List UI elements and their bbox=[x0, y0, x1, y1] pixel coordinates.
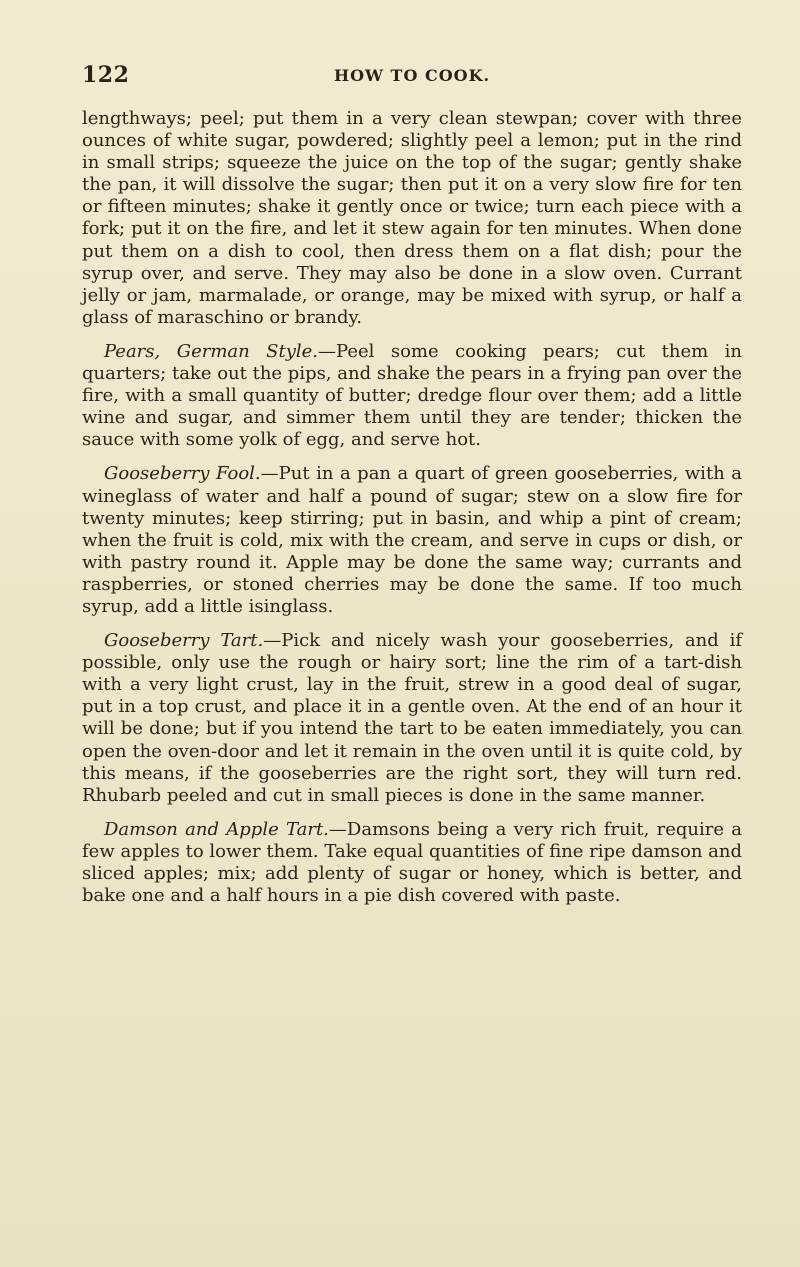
recipe-text: —Peel some cooking pears; cut them in quarters; take out the pips, and shake the pears in a frying pan over the fire, with a small quantity of butter; dredge flour over them; add a little wine and sugar, and simmer them until they are tender; thicken the sauce with some yolk of egg, and serve hot. bbox=[82, 340, 742, 451]
paragraph-continuation bbox=[82, 108, 742, 329]
recipe-title: Damson and Apple Tart. bbox=[104, 818, 329, 840]
recipe-text: —Pick and nicely wash your gooseberries, and if possible, only use the rough or hairy sort; line the rim of a tart-dish with a very light crust, lay in the fruit, strew in a good deal of sugar, put in a top crust, and place it in a gentle oven. At the end of an hour it will be done; but if you intend the tart to be eaten immediately, you can open the oven-door and let it remain in the oven until it is quite cold, by this means, if the gooseberries are the right sort, they will turn red. Rhubarb peeled and cut in small pieces is done in the same manner. bbox=[82, 630, 742, 806]
recipe-title: Gooseberry Fool. bbox=[104, 463, 261, 485]
book-title: HOW TO COOK. bbox=[333, 66, 491, 85]
recipe-gooseberry-fool bbox=[82, 463, 742, 618]
recipe-title: Gooseberry Tart. bbox=[104, 630, 264, 652]
page-number: 122 bbox=[82, 62, 130, 88]
recipe-damson-apple-tart bbox=[82, 819, 742, 907]
recipe-text: —Put in a pan a quart of green gooseberries, with a wineglass of water and half a pound of sugar; stew on a slow fire for twenty minutes; keep stirring; put in basin, and whip a pint of cream; when the fruit is cold, mix with the cream, and serve in cups or dish, or with pastry round it. Apple may be done the same way; currants and raspberries, or stoned cherries may be done the same. If too much syrup, add a little isinglass. bbox=[82, 463, 742, 617]
recipe-pears-german-style bbox=[82, 341, 742, 451]
paragraph-text: lengthways; peel; put them in a very clean stewpan; cover with three ounces of white sugar, powdered; slightly peel a lemon; put in the rind in small strips; squeeze the juice on the top of the sugar; gently shake the pan, it will dissolve the sugar; then put it on a very slow fire for ten or fifteen minutes; shake it gently once or twice; turn each piece with a fork; put it on the fire, and let it stew again for ten minutes. When done put them on a dish to cool, then dress them on a flat dish; pour the syrup over, and serve. They may also be done in a slow oven. Currant jelly or jam, marmalade, or orange, may be mixed with syrup, or half a glass of maraschino or brandy. bbox=[82, 108, 742, 328]
running-head bbox=[82, 62, 742, 98]
recipe-text: —Damsons being a very rich fruit, require a few apples to lower them. Take equal quantities of fine ripe damson and sliced apples; mix; add plenty of sugar or honey, which is better, and bake one and a half hours in a pie dish covered with paste. bbox=[82, 818, 742, 907]
recipe-title: Pears, German Style. bbox=[104, 340, 319, 362]
recipe-gooseberry-tart bbox=[82, 630, 742, 807]
body-text bbox=[82, 108, 742, 907]
